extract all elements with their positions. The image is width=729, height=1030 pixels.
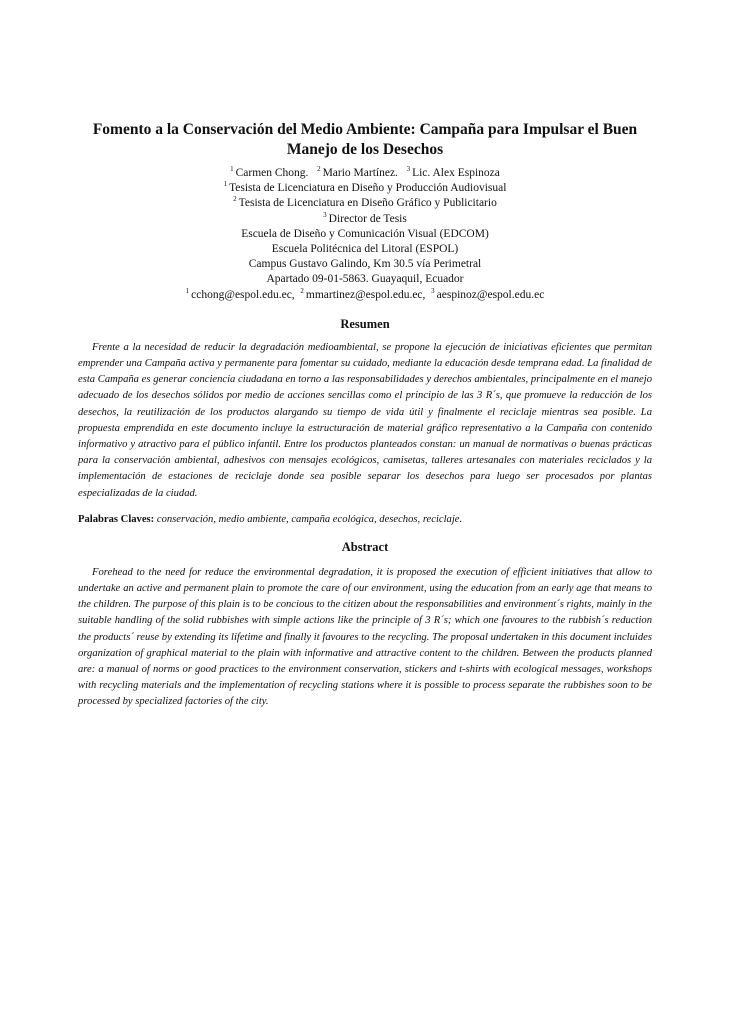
institution-line-3: Campus Gustavo Galindo, Km 30.5 vía Perimetral <box>248 258 482 271</box>
email-line <box>78 288 652 303</box>
abstract-heading: Abstract <box>341 539 389 554</box>
institution-line-2: Escuela Politécnica del Litoral (ESPOL) <box>271 243 459 256</box>
resumen-text: Frente a la necesidad de reducir la degradación medioambiental, se propone la ejecución de iniciativas eficientes que permitan emprender una Campaña activa y permanente para fomentar su cuidado, mediante la educación desde temprana edad. La finalidad de esta Campaña es generar conciencia ciudadana en torno a las responsabilidades y derechos ambientales, principalmente en el manejo adecuado de los desechos sólidos por medio de acciones sencillas como el principio de las 3 R´s, que promueve la reducción de los desechos, la reutilización de los productos alargando su tiempo de vida útil y finalmente el reciclaje mientras sea posible. La propuesta emprendida en este documento incluye la estructuración de material gráfico representativo a la Campaña con contenido informativo y atractivo para el público infantil. Entre los productos planteados constan: un manual de normativas o buenas prácticas para la conservación ambiental, adhesivos con mensajes ecológicos, camisetas, talleres artesanales con materiales reciclados y la implementación de estaciones de reciclaje donde sea posible separar los desechos para luego ser procesados por plantas especializadas de la ciudad. <box>78 341 652 499</box>
email-1: cchong@espol.edu.ec, <box>191 288 295 301</box>
author-block <box>78 166 652 303</box>
email-sup-1: 1 <box>185 286 190 295</box>
affiliation-text-3: Director de Tesis <box>328 212 407 225</box>
affiliation-text-2: Tesista de Licenciatura en Diseño Gráfico y Publicitario <box>238 197 497 210</box>
affiliation-sup-1: 1 <box>223 180 228 189</box>
affiliation-1 <box>78 181 652 196</box>
author-sup-1: 1 <box>230 165 234 173</box>
affiliation-2 <box>78 196 652 211</box>
keywords-label: Palabras Claves: <box>78 513 155 525</box>
affiliation-sup-3: 3 <box>323 210 327 219</box>
institution-line-1: Escuela de Diseño y Comunicación Visual (EDCOM) <box>241 227 489 240</box>
author-sup-2: 2 <box>317 165 321 173</box>
email-2: mmartinez@espol.edu.ec, <box>305 288 426 301</box>
abstract-text: Forehead to the need for reduce the environmental degradation, it is proposed the execution of efficient initiatives that allow to undertake an active and permanent plain to promote the care of our environment, using the education from an early age that means to the children. The purpose of this plain is to be concious to the citizen about the responsabilities and environment´s rights, mainly in the suitable handling of the solid rubbishes with simple actions like the principle of 3 R´s; which one favoures to the rubbish´s reduction the products´ reuse by extending its lifetime and finally it favoures to the recycling. The proposal undertaken in this document incluides organization of graphical material to the plain with informative and attractive content to the children. Between the products planned are: a manual of norms or good practices to the environment conservation, stickers and t-shirts with ecological messages, workshops with recycling materials and the implementation of recycling stations where it is possible to process separate the rubbishes soon to be processed by specialized factories of the city. <box>78 566 652 708</box>
paper-page <box>78 120 652 711</box>
keywords-value: conservación, medio ambiente, campaña ecológica, desechos, reciclaje. <box>156 513 463 525</box>
author-names <box>78 166 652 181</box>
author-2: Mario Martínez. <box>322 167 398 179</box>
affiliation-text-1: Tesista de Licenciatura en Diseño y Producción Audiovisual <box>229 182 507 195</box>
affiliation-3 <box>78 212 652 227</box>
author-sup-3: 3 <box>406 165 411 173</box>
email-sup-3: 3 <box>431 286 435 295</box>
email-3: aespinoz@espol.edu.ec <box>436 288 545 301</box>
affiliation-sup-2: 2 <box>233 195 237 204</box>
author-3: Lic. Alex Espinoza <box>412 167 500 179</box>
author-1: Carmen Chong. <box>235 167 309 179</box>
institution-line-4: Apartado 09-01-5863. Guayaquil, Ecuador <box>266 273 464 286</box>
email-sup-2: 2 <box>300 286 304 295</box>
keywords-line <box>78 512 652 528</box>
paper-title: Fomento a la Conservación del Medio Ambiente: Campaña para Impulsar el Buen Manejo de los Desechos <box>92 121 638 158</box>
resumen-heading: Resumen <box>340 316 390 331</box>
